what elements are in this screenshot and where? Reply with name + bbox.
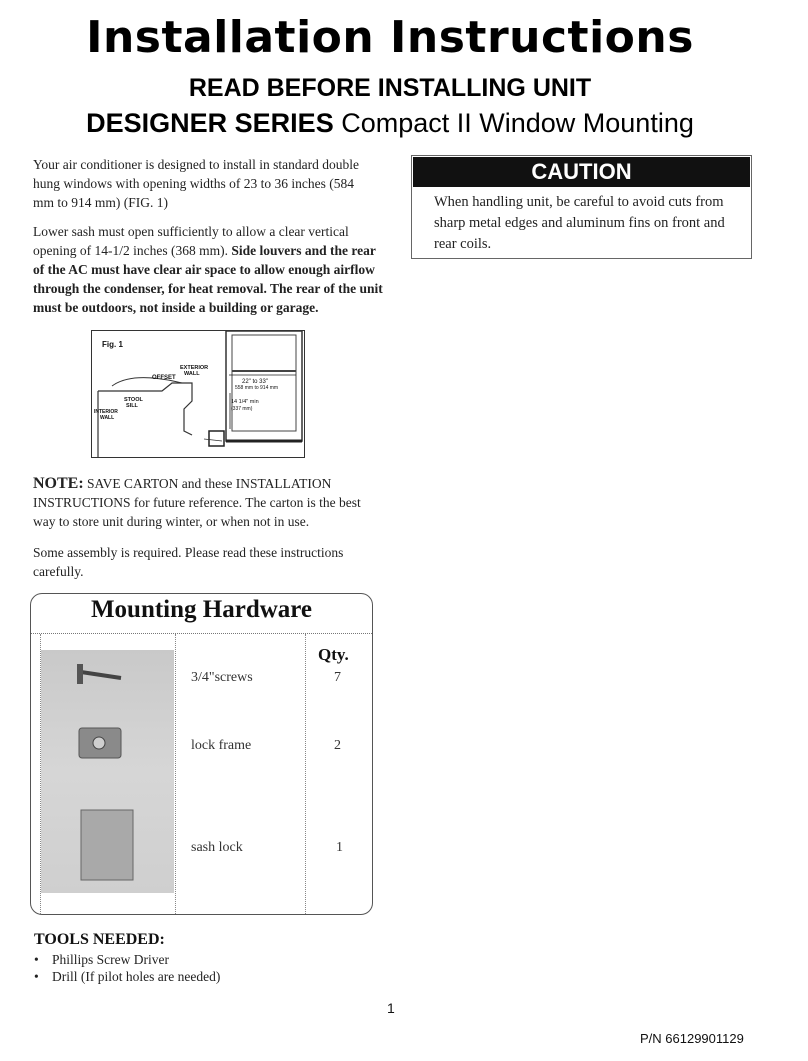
sill-block	[209, 431, 224, 446]
note-paragraph	[33, 474, 373, 531]
sash-text: Lower sash must open sufficiently to allow a clear vertical opening of 14-1/2 inches (368 mm).	[33, 224, 349, 258]
tool-name: Phillips Screw Driver	[52, 952, 169, 967]
list-item	[34, 951, 220, 968]
hardware-illustration	[41, 650, 174, 893]
assembly-paragraph: Some assembly is required. Please read these instructions carefully.	[33, 545, 344, 579]
caution-heading: CAUTION	[413, 157, 750, 187]
bullet: •	[34, 952, 39, 967]
sill-label: SILL	[126, 403, 138, 409]
window-diagram	[92, 331, 304, 457]
width-label-inch: 22" to 33"	[242, 379, 268, 385]
list-item	[34, 968, 220, 985]
tools-heading: TOOLS NEEDED:	[34, 931, 165, 948]
vertical-rule-qty	[305, 634, 306, 914]
hardware-item-qty: 2	[334, 738, 341, 753]
intro-paragraph: Your air conditioner is designed to install in standard double hung windows with opening widths of 23 to 36 inches (584 mm to 914 mm) (FIG. 1)	[33, 157, 359, 210]
read-before-heading: READ BEFORE INSTALLING UNIT	[188, 74, 592, 102]
title-separator	[31, 633, 372, 634]
part-number: P/N 66129901129	[640, 1031, 744, 1046]
width-label-mm: 558 mm to 914 mm	[235, 385, 279, 391]
stool-label: STOOL	[124, 397, 143, 403]
mounting-hardware-title: Mounting Hardware	[90, 596, 313, 623]
offset-label: OFFSET	[152, 375, 176, 381]
bullet: •	[34, 969, 39, 984]
hardware-item-qty: 7	[334, 670, 341, 685]
airflow-warning: Side louvers and the rear of the AC must have clear air space to allow enough airflow through the condenser, for heat removal. The rear of the unit must be outdoors, not inside a building or garage.	[33, 243, 383, 315]
series-heading	[0, 108, 780, 139]
figure-1	[91, 330, 305, 458]
exterior-wall-label-2: WALL	[184, 371, 200, 377]
page-number: 1	[387, 1000, 395, 1016]
caution-text: When handling unit, be careful to avoid cuts from sharp metal edges and aluminum fins on front and rear coils.	[434, 194, 725, 252]
height-label-inch: 14 1/4" min	[231, 399, 259, 405]
interior-wall-label: WALL	[100, 415, 115, 421]
note-label: NOTE:	[33, 475, 84, 492]
fig-label: Fig. 1	[102, 340, 123, 349]
tool-name: Drill (If pilot holes are needed)	[52, 969, 221, 984]
series-name: DESIGNER SERIES	[86, 108, 334, 138]
height-label-mm: (337 mm)	[231, 406, 253, 412]
note-text: SAVE CARTON and these INSTALLATION INSTRUCTIONS for future reference. The carton is the best way to store unit during winter, or when not in use.	[33, 476, 361, 529]
page-title: Installation Instructions	[86, 12, 694, 63]
sash-paragraph	[33, 222, 383, 317]
hardware-item-name: 3/4"screws	[191, 670, 253, 685]
interior-label: INTERIOR	[94, 409, 118, 415]
lock-frame-icon	[79, 728, 121, 758]
hardware-item-qty: 1	[336, 840, 343, 855]
series-detail: Compact II Window Mounting	[333, 108, 694, 138]
hardware-item-name: sash lock	[191, 840, 243, 855]
qty-header: Qty.	[318, 645, 349, 664]
vertical-rule-photo	[175, 634, 176, 914]
sash-lock-icon	[81, 810, 133, 880]
hardware-item-name: lock frame	[191, 738, 252, 753]
exterior-wall-label-1: EXTERIOR	[180, 365, 209, 371]
tools-list	[34, 951, 220, 985]
screw-icon	[77, 664, 121, 684]
hardware-photo	[41, 650, 174, 893]
